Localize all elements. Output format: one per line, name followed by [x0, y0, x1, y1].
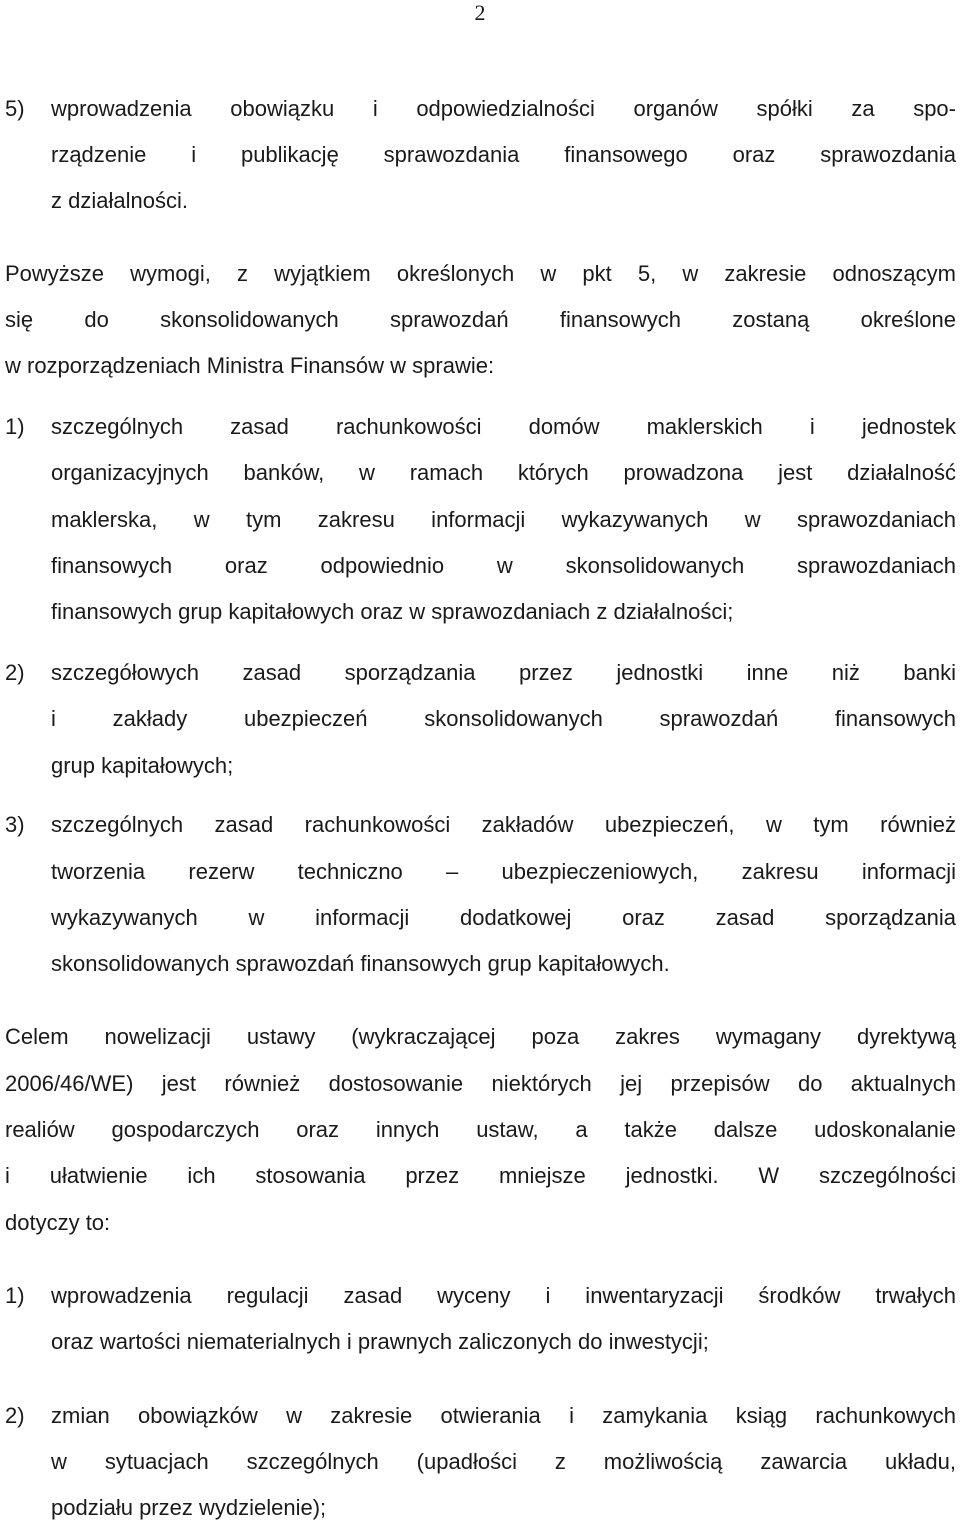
page-number: 2: [474, 0, 486, 25]
list-item-line: oraz wartości niematerialnych i prawnych zaliczonych do inwestycji;: [51, 1329, 709, 1354]
paragraph-line: się do skonsolidowanych sprawozdań finansowych zostaną określone: [5, 307, 956, 332]
paragraph-line: i ułatwienie ich stosowania przez mniejsze jednostki. W szczególności: [5, 1163, 956, 1188]
list-item-line: rządzenie i publikację sprawozdania finansowego oraz sprawozdania: [51, 142, 956, 167]
list-item-number: 1): [5, 414, 25, 439]
list-item-number: 2): [5, 1403, 25, 1428]
paragraph-line: realiów gospodarczych oraz innych ustaw, a także dalsze udoskonalanie: [5, 1117, 956, 1142]
list-item-line: finansowych grup kapitałowych oraz w sprawozdaniach z działalności;: [51, 599, 734, 624]
list-item-line: grup kapitałowych;: [51, 753, 234, 778]
list-item-line: finansowych oraz odpowiednio w skonsolidowanych sprawozdaniach: [51, 553, 956, 578]
paragraph-line: 2006/46/WE) jest również dostosowanie niektórych jej przepisów do aktualnych: [5, 1071, 956, 1096]
paragraph-line: w rozporządzeniach Ministra Finansów w sprawie:: [5, 353, 495, 378]
list-item-line: podziału przez wydzielenie);: [51, 1495, 327, 1520]
list-item-number: 2): [5, 660, 25, 685]
list-item-line: maklerska, w tym zakresu informacji wykazywanych w sprawozdaniach: [51, 507, 956, 532]
list-item-line: szczegółowych zasad sporządzania przez jednostki inne niż banki: [51, 660, 956, 685]
list-item-line: szczególnych zasad rachunkowości zakładów ubezpieczeń, w tym również: [51, 812, 956, 837]
list-item-line: organizacyjnych banków, w ramach których prowadzona jest działalność: [51, 460, 956, 485]
paragraph-line: Celem nowelizacji ustawy (wykraczającej poza zakres wymagany dyrektywą: [5, 1024, 956, 1049]
list-item-line: i zakłady ubezpieczeń skonsolidowanych sprawozdań finansowych: [51, 706, 956, 731]
list-item-line: zmian obowiązków w zakresie otwierania i zamykania ksiąg rachunkowych: [51, 1403, 956, 1428]
list-item-line: wprowadzenia regulacji zasad wyceny i inwentaryzacji środków trwałych: [51, 1283, 956, 1308]
list-item-line: z działalności.: [51, 188, 188, 213]
paragraph-line: Powyższe wymogi, z wyjątkiem określonych w pkt 5, w zakresie odnoszącym: [5, 261, 956, 286]
paragraph-line: dotyczy to:: [5, 1210, 111, 1235]
list-item-number: 5): [5, 96, 25, 121]
list-item-line: wprowadzenia obowiązku i odpowiedzialności organów spółki za spo-: [51, 96, 956, 121]
list-item-line: szczególnych zasad rachunkowości domów maklerskich i jednostek: [51, 414, 956, 439]
list-item-line: w sytuacjach szczególnych (upadłości z możliwością zawarcia układu,: [51, 1449, 956, 1474]
list-item-line: tworzenia rezerw techniczno – ubezpieczeniowych, zakresu informacji: [51, 859, 956, 884]
list-item-line: skonsolidowanych sprawozdań finansowych grup kapitałowych.: [51, 951, 670, 976]
list-item-line: wykazywanych w informacji dodatkowej oraz zasad sporządzania: [51, 905, 956, 930]
list-item-number: 3): [5, 812, 25, 837]
list-item-number: 1): [5, 1283, 25, 1308]
